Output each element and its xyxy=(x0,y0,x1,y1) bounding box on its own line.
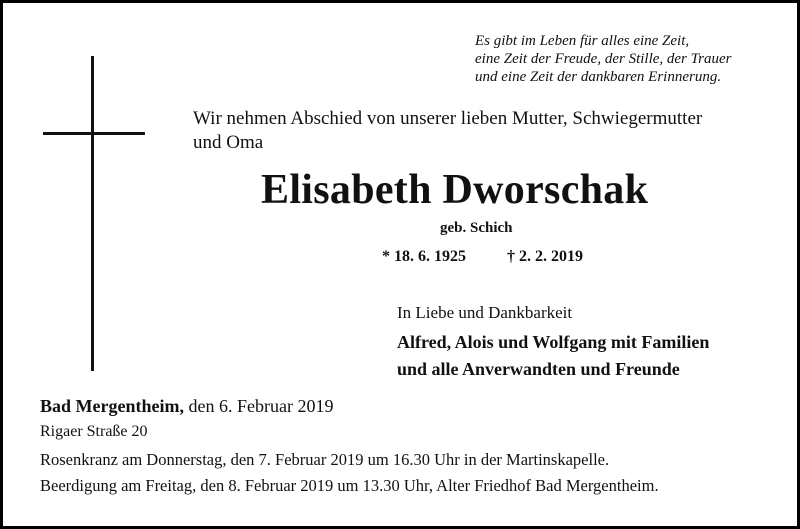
deceased-name: Elisabeth Dworschak xyxy=(261,167,649,213)
maiden-name: geb. Schich xyxy=(440,220,513,236)
mourners-line: und alle Anverwandten und Freunde xyxy=(397,359,680,379)
place: Bad Mergentheim, xyxy=(40,396,184,416)
event-funeral: Beerdigung am Freitag, den 8. Februar 2019 um 13.30 Uhr, Alter Friedhof Bad Mergentheim. xyxy=(40,476,659,495)
quote-line: Es gibt im Leben für alles eine Zeit, xyxy=(475,33,690,49)
date: den 6. Februar 2019 xyxy=(188,396,334,416)
closing-text: In Liebe und Dankbarkeit xyxy=(397,303,573,322)
intro-text: und Oma xyxy=(193,132,264,153)
quote-line: und eine Zeit der dankbaren Erinnerung. xyxy=(475,69,722,85)
event-rosary: Rosenkranz am Donnerstag, den 7. Februar 2019 um 16.30 Uhr in der Martinskapelle. xyxy=(40,450,610,469)
obituary-notice xyxy=(3,3,797,526)
address: Rigaer Straße 20 xyxy=(40,423,148,440)
birth-date: * 18. 6. 1925 xyxy=(382,248,466,265)
death-date: † 2. 2. 2019 xyxy=(507,248,583,265)
quote-line: eine Zeit der Freude, der Stille, der Trauer xyxy=(475,51,732,67)
mourners-line: Alfred, Alois und Wolfgang mit Familien xyxy=(397,332,710,352)
place-date xyxy=(40,397,333,415)
intro-text: Wir nehmen Abschied von unserer lieben Mutter, Schwiegermutter xyxy=(193,108,703,129)
